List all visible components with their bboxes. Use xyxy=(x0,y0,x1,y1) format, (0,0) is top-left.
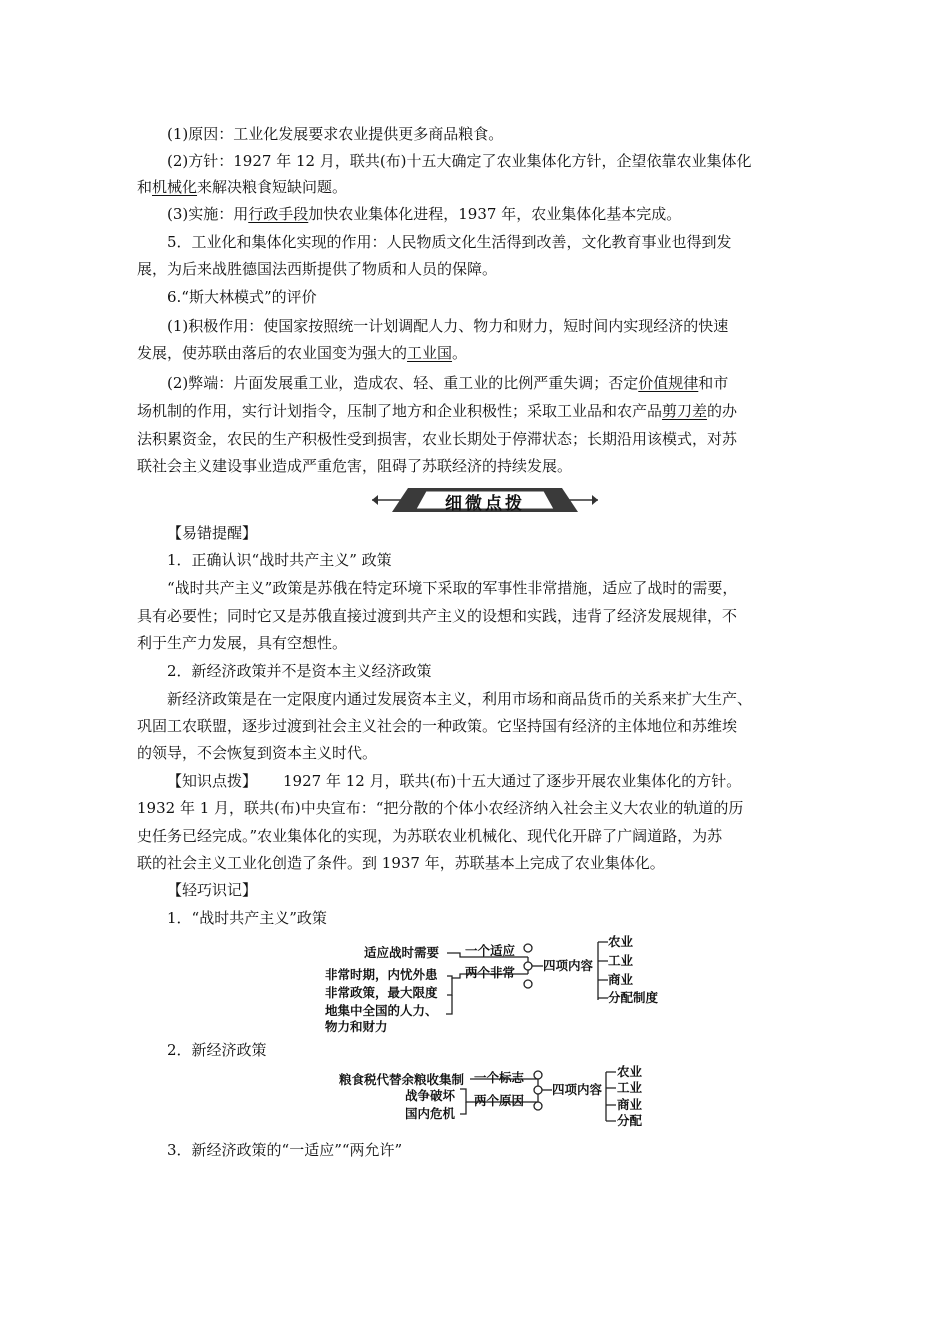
diagram-node: 非常时期，内忧外患 xyxy=(325,967,438,982)
diagram-node: 分配制度 xyxy=(608,990,659,1005)
text-line: 3．新经济政策的“一适应”“两允许” xyxy=(167,1141,403,1159)
text-line: (1)积极作用：使国家按照统一计划调配人力、物力和财力，短时间内实现经济的快速 xyxy=(167,317,729,335)
diagram-node: 农业 xyxy=(608,934,634,949)
underlined-term: 机械化 xyxy=(152,178,198,196)
diagram-node: 两个非常 xyxy=(465,965,516,980)
text-span: 来解决粮食短缺问题。 xyxy=(197,178,348,196)
text-span: 和市 xyxy=(698,374,729,392)
heading: 【易错提醒】 xyxy=(167,524,258,542)
underlined-term: 价值规律 xyxy=(638,374,699,392)
underlined-term: 工业国 xyxy=(407,344,453,362)
text-line: 联的社会主义工业化创造了条件。到 1937 年，苏联基本上完成了农业集体化。 xyxy=(137,854,665,872)
text-line: 2．新经济政策并不是资本主义经济政策 xyxy=(167,662,432,680)
diagram-node: 非常政策，最大限度 xyxy=(325,985,438,1000)
diagram-node: 一个适应 xyxy=(465,943,516,958)
text-line: 的领导，不会恢复到资本主义时代。 xyxy=(137,744,378,762)
text-line: 联社会主义建设事业造成严重危害，阻碍了苏联经济的持续发展。 xyxy=(137,457,573,475)
heading: 【轻巧识记】 xyxy=(167,881,258,899)
diagram-node: 两个原因 xyxy=(474,1093,525,1108)
text-span: 场机制的作用，实行计划指令，压制了地方和企业积极性；采取工业品和农产品 xyxy=(137,402,663,420)
diagram-node: 农业 xyxy=(617,1064,643,1079)
diagram-node: 粮食税代替余粮收集制 xyxy=(339,1072,465,1087)
text-line: 5．工业化和集体化实现的作用：人民物质文化生活得到改善，文化教育事业也得到发 xyxy=(167,233,732,251)
diagram-node: 一个标志 xyxy=(474,1070,525,1085)
text-line: 1．“战时共产主义”政策 xyxy=(167,909,327,927)
underlined-term: 行政手段 xyxy=(248,205,309,223)
text-span: 1927 年 12 月，联共(布)十五大通过了逐步开展农业集体化的方针。 xyxy=(283,772,742,790)
diagram-node: 适应战时需要 xyxy=(364,945,440,960)
text-line: (1)原因：工业化发展要求农业提供更多商品粮食。 xyxy=(167,125,504,143)
text-line: 1．正确认识“战时共产主义” 政策 xyxy=(167,551,392,569)
text-line: 新经济政策是在一定限度内通过发展资本主义，利用市场和商品货币的关系来扩大生产、 xyxy=(167,690,753,708)
text-line: (2)方针：1927 年 12 月，联共(布)十五大确定了农业集体化方针，企望依靠农业集体化 xyxy=(167,152,752,170)
text-span: 发展，使苏联由落后的农业国变为强大的 xyxy=(137,344,408,362)
text-span: 。 xyxy=(452,344,468,362)
text-line: 利于生产力发展，具有空想性。 xyxy=(137,634,348,652)
diagram-node: 四项内容 xyxy=(543,958,594,973)
diagram-node: 四项内容 xyxy=(552,1082,603,1097)
text-line: 史任务已经完成。”农业集体化的实现，为苏联农业机械化、现代化开辟了广阔道路，为苏 xyxy=(137,827,723,845)
text-line: 具有必要性；同时它又是苏俄直接过渡到共产主义的设想和实践，违背了经济发展规律，不 xyxy=(137,607,738,625)
text-span: (3)实施：用 xyxy=(167,205,249,223)
diagram-node: 工业 xyxy=(608,953,634,968)
diagram-node: 商业 xyxy=(617,1097,643,1112)
text-line: 1932 年 1 月，联共(布)中央宣布：“把分散的个体小农经济纳入社会主义大农业的轨道的历 xyxy=(137,799,744,817)
text-span: 和 xyxy=(137,178,153,196)
underlined-term: 剪刀差 xyxy=(662,402,708,420)
text-line: “战时共产主义”政策是苏俄在特定环境下采取的军事性非常措施，适应了战时的需要， xyxy=(167,579,738,597)
text-line: 展，为后来战胜德国法西斯提供了物质和人员的保障。 xyxy=(137,260,498,278)
diagram-node: 工业 xyxy=(617,1080,643,1095)
text-span: (2)弊端：片面发展重工业，造成农、轻、重工业的比例严重失调；否定 xyxy=(167,374,639,392)
diagram-node: 物力和财力 xyxy=(325,1019,388,1034)
diagram-node: 商业 xyxy=(608,972,634,987)
text-line: 6.“斯大林模式”的评价 xyxy=(167,288,317,306)
banner-title: 细微点拨 xyxy=(445,494,525,514)
text-line: 法积累资金，农民的生产积极性受到损害，农业长期处于停滞状态；长期沿用该模式，对苏 xyxy=(137,430,738,448)
diagram-node: 分配 xyxy=(617,1113,643,1128)
diagram-node: 地集中全国的人力、 xyxy=(325,1003,438,1018)
knowledge-heading: 【知识点拨】 xyxy=(167,772,258,790)
diagram-node: 国内危机 xyxy=(405,1106,456,1121)
text-line: 巩固工农联盟，逐步过渡到社会主义社会的一种政策。它坚持国有经济的主体地位和苏维埃 xyxy=(137,717,738,735)
text-line: 2．新经济政策 xyxy=(167,1041,267,1059)
text-span: 加快农业集体化进程，1937 年，农业集体化基本完成。 xyxy=(308,205,682,223)
diagram-node: 战争破坏 xyxy=(405,1088,456,1103)
text-span: 的办 xyxy=(707,402,738,420)
